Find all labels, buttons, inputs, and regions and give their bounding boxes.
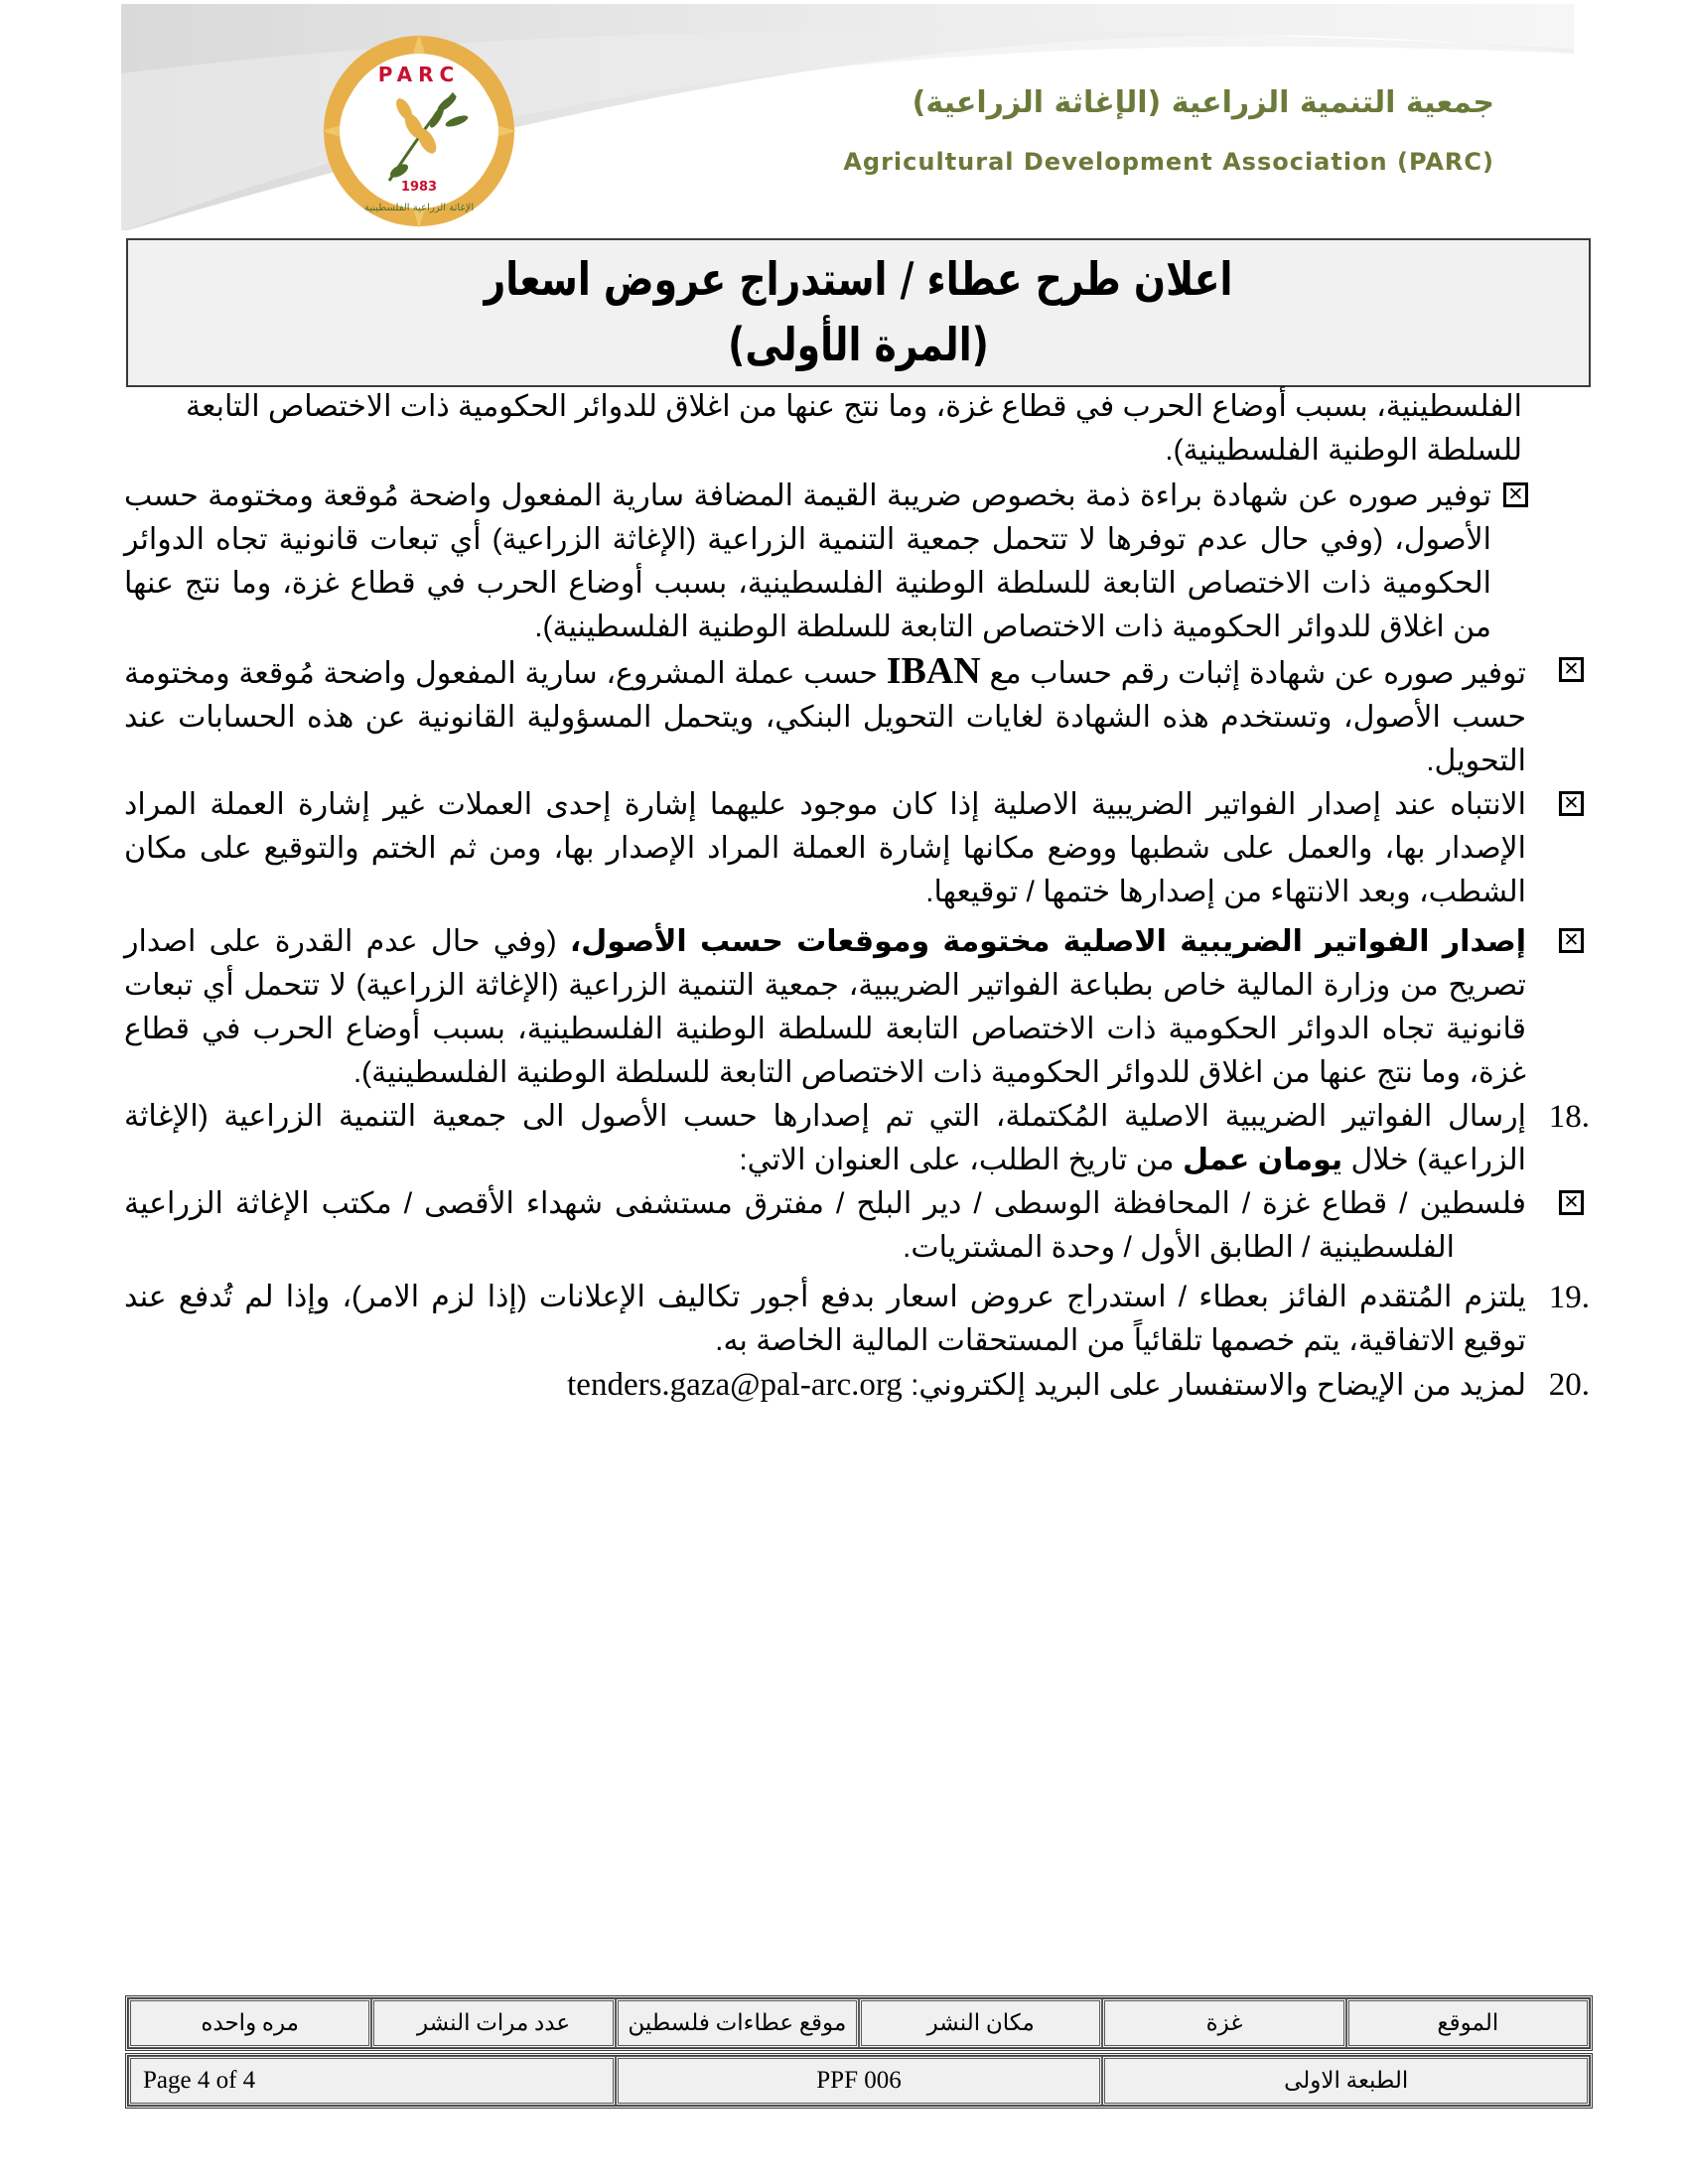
bullet-text: توفير صوره عن شهادة إثبات رقم حساب مع bbox=[989, 657, 1526, 690]
item-number: 18. bbox=[1548, 1099, 1590, 1135]
table-row bbox=[128, 2056, 1590, 2106]
page-subtitle: (المرة الأولى) bbox=[728, 318, 989, 371]
svg-text:PARC: PARC bbox=[377, 63, 461, 86]
item-text: لمزيد من الإيضاح والاستفسار على البريد إلكتروني: bbox=[911, 1369, 1526, 1402]
announcement-title-box bbox=[126, 238, 1591, 387]
item-text: من تاريخ الطلب، على العنوان الاتي: bbox=[739, 1144, 1175, 1176]
item-bold-text: يومان عمل bbox=[1182, 1144, 1343, 1176]
item-number: 19. bbox=[1548, 1280, 1590, 1315]
svg-text:الإغاثة الزراعية الفلسطينية: الإغاثة الزراعية الفلسطينية bbox=[363, 203, 475, 213]
continuation-paragraph bbox=[124, 385, 1522, 473]
bullet-text: (وفي حال عدم القدرة على اصدار تصريح من وزارة المالية خاص بطباعة الفواتير الضريبية، جمعية التنمية الزراعية (الإغاثة الزراعية) لا تتحمل أي تبعات قانونية تجاه الدوائر الحكومية ذات الاختصاص التابعة للسلطة الوطنية الفلسطينية، بسبب أوضاع الحرب في قطاع غزة، وما نتج عنها من اغلاق للدوائر الحكومية ذات الاختصاص التابعة للسلطة الوطنية الفلسطينية). bbox=[124, 925, 1526, 1089]
table-cell-location-value: غزة bbox=[1102, 1998, 1345, 2048]
checkbox-x-icon: ✕ bbox=[1559, 791, 1584, 816]
address-line: فلسطين / قطاع غزة / المحافظة الوسطى / دير البلح / مفترق مستشفى شهداء الأقصى / مكتب الإغاثة الزراعية bbox=[124, 1187, 1526, 1220]
document-body bbox=[124, 385, 1594, 1408]
checkbox-x-icon: ✕ bbox=[1503, 482, 1528, 507]
paragraph-line: للسلطة الوطنية الفلسطينية). bbox=[1165, 434, 1522, 467]
table-row bbox=[128, 1998, 1590, 2048]
checkbox-x-icon: ✕ bbox=[1559, 928, 1584, 953]
bullet-text: حسب عملة المشروع، سارية المفعول واضحة مُوقعة ومختومة حسب الأصول، وتستخدم هذه الشهادة لغايات التحويل البنكي، ويتحمل المسؤولية القانونية عن هذه الحسابات عند التحويل. bbox=[124, 657, 1526, 777]
header-banner bbox=[121, 4, 1574, 230]
checkbox-x-icon: ✕ bbox=[1559, 1190, 1584, 1215]
bullet-text: الانتباه عند إصدار الفواتير الضريبية الاصلية إذا كان موجود عليهما إشارة إحدى العملات غير إشارة العملة المراد الإصدار بها، والعمل على شطبها ووضع مكانها إشارة العملة المراد الإصدار بها، ومن ثم الختم والتوقيع على مكان الشطب، وبعد الانتهاء من إصدارها ختمها / توقيعها. bbox=[124, 788, 1526, 908]
bullet-text: توفير صوره عن شهادة براءة ذمة بخصوص ضريبة القيمة المضافة سارية المفعول واضحة مُوقعة ومختومة حسب الأصول، (وفي حال عدم توفرها لا تتحمل جمعية التنمية الزراعية (الإغاثة الزراعية) أي تبعات قانونية تجاه الدوائر الحكومية ذات الاختصاص التابعة للسلطة الوطنية الفلسطينية، بسبب أوضاع الحرب في قطاع غزة، وما نتج عنها من اغلاق للدوائر الحكومية ذات الاختصاص التابعة للسلطة الوطنية الفلسطينية). bbox=[124, 479, 1491, 643]
table-cell-publish-place-value: موقع عطاءات فلسطين bbox=[616, 1998, 859, 2048]
numbered-item-20 bbox=[124, 1363, 1590, 1408]
paragraph-line: الفلسطينية، بسبب أوضاع الحرب في قطاع غزة، وما نتج عنها من اغلاق للدوائر الحكومية ذات الاختصاص التابعة bbox=[186, 390, 1522, 423]
numbered-item-19 bbox=[124, 1276, 1590, 1363]
contact-email-link[interactable]: tenders.gaza@pal-arc.org bbox=[567, 1367, 903, 1403]
bullet-delivery-address bbox=[124, 1182, 1580, 1270]
bullet-tax-invoices bbox=[124, 920, 1580, 1095]
org-name-english: Agricultural Development Association (PARC) bbox=[843, 148, 1494, 176]
table-cell-publish-count-value: مره واحده bbox=[128, 1998, 371, 2048]
edition-cell: الطبعة الاولى bbox=[1102, 2056, 1590, 2106]
checkbox-x-icon: ✕ bbox=[1559, 657, 1584, 682]
document-footer-table bbox=[125, 2053, 1593, 2109]
svg-text:1983: 1983 bbox=[400, 180, 438, 195]
bullet-bold-text: إصدار الفواتير الضريبية الاصلية مختومة وموقعات حسب الأصول، bbox=[569, 925, 1526, 958]
address-line: الفلسطينية / الطابق الأول / وحدة المشتريات. bbox=[903, 1231, 1455, 1264]
item-text: إرسال الفواتير الضريبية الاصلية المُكتملة، التي تم إصدارها حسب الأصول الى جمعية التنمية الزراعية (الإغاثة الزراعية) خلال bbox=[124, 1100, 1526, 1176]
parc-logo bbox=[320, 32, 518, 230]
item-number: 20. bbox=[1548, 1367, 1590, 1403]
table-cell-publish-count-label: عدد مرات النشر bbox=[371, 1998, 615, 2048]
bullet-vat-certificate bbox=[124, 475, 1524, 649]
page-number-cell: Page 4 of 4 bbox=[128, 2056, 616, 2106]
form-code-cell: PPF 006 bbox=[616, 2056, 1103, 2106]
publication-info-table bbox=[125, 1995, 1593, 2051]
page-title: اعلان طرح عطاء / استدراج عروض اسعار bbox=[484, 252, 1233, 306]
table-cell-location-label: الموقع bbox=[1346, 1998, 1590, 2048]
table-cell-publish-place-label: مكان النشر bbox=[859, 1998, 1102, 2048]
iban-label: IBAN bbox=[886, 650, 981, 692]
bullet-currency-notice bbox=[124, 783, 1580, 914]
org-name-arabic: جمعية التنمية الزراعية (الإغاثة الزراعية) bbox=[912, 85, 1494, 120]
bullet-iban-certificate bbox=[124, 649, 1580, 783]
numbered-item-18 bbox=[124, 1095, 1590, 1182]
item-text: يلتزم المُتقدم الفائز بعطاء / استدراج عروض اسعار بدفع أجور تكاليف الإعلانات (إذا لزم الامر)، وإذا لم تُدفع عند توقيع الاتفاقية، يتم خصمها تلقائياً من المستحقات المالية الخاصة به. bbox=[124, 1281, 1526, 1357]
